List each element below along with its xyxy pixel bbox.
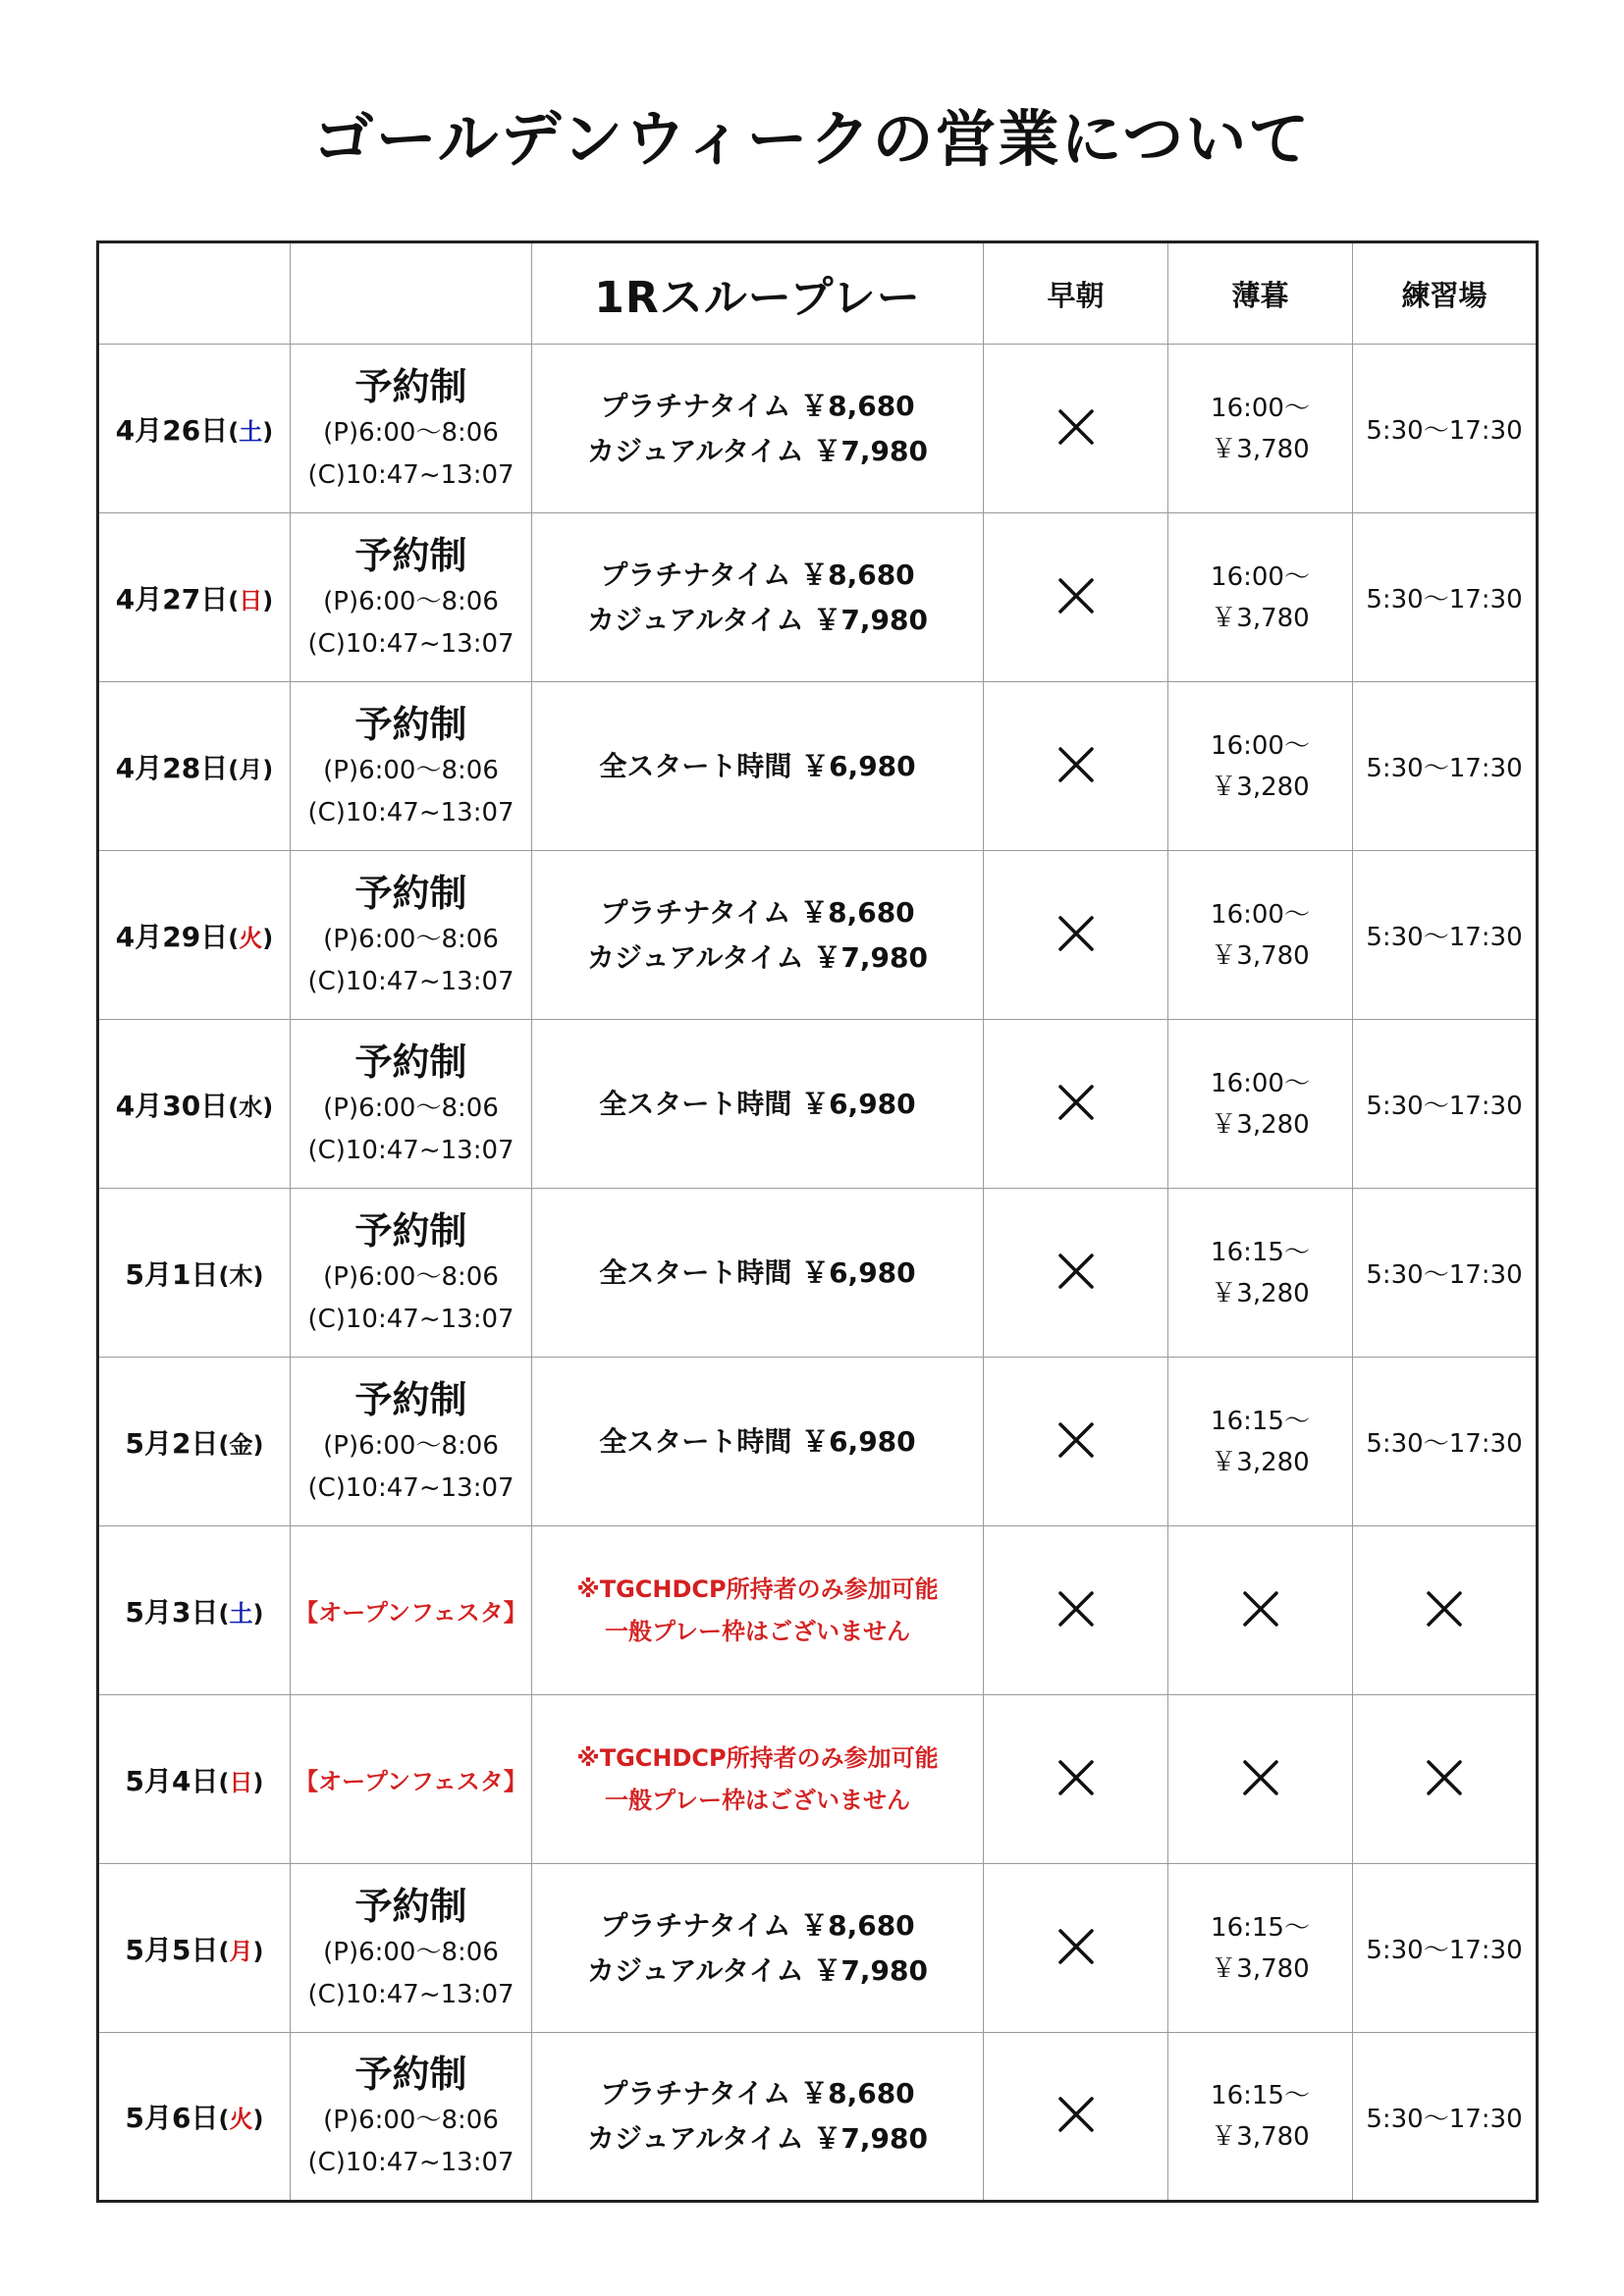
early-cell xyxy=(984,1189,1168,1358)
range-cell xyxy=(1353,345,1538,513)
price-cell xyxy=(532,1695,984,1864)
reservation-cell xyxy=(291,1526,532,1695)
weekday-label: 土 xyxy=(239,417,263,446)
weekday-close-paren: ) xyxy=(262,924,274,952)
cross-icon xyxy=(1425,1589,1464,1629)
reservation-label: 予約制 xyxy=(354,1884,467,1928)
header-date xyxy=(98,242,291,345)
price-cell xyxy=(532,345,984,513)
cross-icon xyxy=(1056,1252,1096,1291)
dusk-cell xyxy=(1168,1864,1353,2033)
range-cell xyxy=(1353,1358,1538,1526)
dusk-cell xyxy=(1168,513,1353,682)
range-hours: 5:30〜17:30 xyxy=(1366,1936,1523,1965)
table-row xyxy=(98,851,1538,1020)
early-cell xyxy=(984,1526,1168,1695)
handicap-note: ※TGCHDCP所持者のみ参加可能 xyxy=(576,1575,939,1603)
page-title: ゴールデンウィークの営業について xyxy=(312,103,1312,175)
date-text: 5月5日 xyxy=(125,1933,219,1966)
table-row xyxy=(98,1020,1538,1189)
dusk-price: ￥3,280 xyxy=(1211,1447,1310,1477)
reservation-time-p: (P)6:00〜8:06 xyxy=(323,1261,499,1292)
reservation-time-p: (P)6:00〜8:06 xyxy=(323,586,499,616)
date-cell xyxy=(98,851,291,1020)
weekday-open-paren: ( xyxy=(218,1768,230,1796)
price-cell xyxy=(532,1189,984,1358)
range-hours: 5:30〜17:30 xyxy=(1366,1260,1523,1290)
range-hours: 5:30〜17:30 xyxy=(1366,2104,1523,2134)
dusk-start-time: 16:00〜 xyxy=(1211,730,1310,761)
table-row xyxy=(98,1864,1538,2033)
price-line-2: カジュアルタイム ￥7,980 xyxy=(587,603,928,636)
range-cell xyxy=(1353,1864,1538,2033)
early-cell xyxy=(984,1358,1168,1526)
weekday-open-paren: ( xyxy=(228,924,240,952)
weekday-close-paren: ) xyxy=(262,1093,274,1121)
table-row xyxy=(98,345,1538,513)
reservation-cell xyxy=(291,851,532,1020)
range-cell xyxy=(1353,1695,1538,1864)
header-through-play: 1Rスループレー xyxy=(532,242,984,345)
dusk-price: ￥3,780 xyxy=(1211,2122,1310,2152)
cross-icon xyxy=(1056,407,1096,447)
table-row xyxy=(98,682,1538,851)
weekday-close-paren: ) xyxy=(262,417,274,446)
date-text: 4月28日 xyxy=(115,751,229,784)
price-line-1: プラチナタイム ￥8,680 xyxy=(600,1908,915,1942)
reservation-label: 予約制 xyxy=(354,1040,467,1084)
weekday-label: 火 xyxy=(229,2106,253,2133)
reservation-label: 予約制 xyxy=(354,2053,467,2096)
dusk-price: ￥3,780 xyxy=(1211,603,1310,633)
dusk-start-time: 16:00〜 xyxy=(1211,1068,1310,1098)
range-cell xyxy=(1353,851,1538,1020)
no-general-play-note: 一般プレー枠はございません xyxy=(604,1617,911,1645)
cross-icon xyxy=(1056,1758,1096,1797)
weekday-close-paren: ) xyxy=(252,1937,264,1965)
range-hours: 5:30〜17:30 xyxy=(1366,416,1523,446)
schedule-table xyxy=(96,240,1539,2203)
price-line-1: プラチナタイム ￥8,680 xyxy=(600,895,915,929)
dusk-cell xyxy=(1168,682,1353,851)
date-text: 4月26日 xyxy=(115,413,229,447)
price-line-2: カジュアルタイム ￥7,980 xyxy=(587,434,928,467)
dusk-cell xyxy=(1168,1358,1353,1526)
weekday-label: 木 xyxy=(229,1261,253,1290)
range-cell xyxy=(1353,1020,1538,1189)
cross-icon xyxy=(1425,1758,1464,1797)
reservation-cell xyxy=(291,1864,532,2033)
date-text: 4月29日 xyxy=(115,920,229,953)
early-cell xyxy=(984,682,1168,851)
reservation-time-p: (P)6:00〜8:06 xyxy=(323,1430,499,1461)
reservation-time-c: (C)10:47~13:07 xyxy=(307,1304,514,1334)
range-hours: 5:30〜17:30 xyxy=(1366,754,1523,783)
price-line-2: カジュアルタイム ￥7,980 xyxy=(587,940,928,974)
cross-icon xyxy=(1056,1420,1096,1460)
weekday-open-paren: ( xyxy=(218,1261,230,1290)
reservation-label: 予約制 xyxy=(354,871,467,915)
reservation-time-c: (C)10:47~13:07 xyxy=(307,966,514,996)
range-cell xyxy=(1353,682,1538,851)
reservation-cell xyxy=(291,1020,532,1189)
price-line-2: カジュアルタイム ￥7,980 xyxy=(587,1953,928,1987)
dusk-cell xyxy=(1168,1189,1353,1358)
dusk-price: ￥3,780 xyxy=(1211,434,1310,464)
dusk-cell xyxy=(1168,345,1353,513)
date-cell xyxy=(98,513,291,682)
price-cell xyxy=(532,2033,984,2202)
date-cell xyxy=(98,1358,291,1526)
date-text: 5月3日 xyxy=(125,1595,219,1629)
range-hours: 5:30〜17:30 xyxy=(1366,1429,1523,1459)
weekday-label: 火 xyxy=(239,924,263,952)
early-cell xyxy=(984,513,1168,682)
reservation-time-c: (C)10:47~13:07 xyxy=(307,459,514,490)
weekday-open-paren: ( xyxy=(228,755,240,783)
weekday-label: 土 xyxy=(229,1599,253,1628)
dusk-cell xyxy=(1168,1020,1353,1189)
cross-icon xyxy=(1056,1927,1096,1966)
reservation-time-c: (C)10:47~13:07 xyxy=(307,1472,514,1503)
early-cell xyxy=(984,2033,1168,2202)
date-cell xyxy=(98,1695,291,1864)
price-line-1: プラチナタイム ￥8,680 xyxy=(600,558,915,591)
dusk-price: ￥3,280 xyxy=(1211,772,1310,802)
date-text: 5月6日 xyxy=(125,2102,219,2134)
weekday-label: 日 xyxy=(239,586,263,614)
price-line-1: 全スタート時間 ￥6,980 xyxy=(599,1087,916,1120)
open-festa-label: 【オープンフェスタ】 xyxy=(295,1599,527,1627)
price-line-1: 全スタート時間 ￥6,980 xyxy=(599,1424,916,1458)
weekday-label: 金 xyxy=(229,1430,253,1459)
price-cell xyxy=(532,513,984,682)
date-text: 5月1日 xyxy=(125,1257,219,1291)
weekday-open-paren: ( xyxy=(228,1093,240,1121)
weekday-open-paren: ( xyxy=(218,1430,230,1459)
date-cell xyxy=(98,1864,291,2033)
cross-icon xyxy=(1056,1083,1096,1122)
price-line-1: 全スタート時間 ￥6,980 xyxy=(599,1255,916,1289)
reservation-label: 予約制 xyxy=(354,1377,467,1421)
price-line-1: プラチナタイム ￥8,680 xyxy=(600,2077,915,2109)
dusk-price: ￥3,780 xyxy=(1211,940,1310,971)
price-line-2: カジュアルタイム ￥7,980 xyxy=(587,2122,928,2155)
dusk-price: ￥3,780 xyxy=(1211,1953,1310,1984)
cross-icon xyxy=(1056,2095,1096,2134)
dusk-start-time: 16:00〜 xyxy=(1211,393,1310,423)
handicap-note: ※TGCHDCP所持者のみ参加可能 xyxy=(576,1743,939,1772)
cross-icon xyxy=(1241,1758,1280,1797)
price-cell xyxy=(532,1358,984,1526)
dusk-start-time: 16:15〜 xyxy=(1211,1912,1310,1943)
early-cell xyxy=(984,1864,1168,2033)
reservation-time-c: (C)10:47~13:07 xyxy=(307,628,514,659)
reservation-label: 予約制 xyxy=(354,533,467,577)
early-cell xyxy=(984,851,1168,1020)
weekday-open-paren: ( xyxy=(228,417,240,446)
dusk-start-time: 16:00〜 xyxy=(1211,561,1310,592)
dusk-cell xyxy=(1168,1695,1353,1864)
weekday-close-paren: ) xyxy=(262,586,274,614)
weekday-label: 月 xyxy=(229,1937,253,1965)
header-reservation xyxy=(291,242,532,345)
reservation-label: 予約制 xyxy=(354,702,467,746)
table-row xyxy=(98,1695,1538,1864)
header-dusk: 薄暮 xyxy=(1168,242,1353,345)
table-row xyxy=(98,1526,1538,1695)
dusk-cell xyxy=(1168,851,1353,1020)
price-line-1: プラチナタイム ￥8,680 xyxy=(600,389,915,422)
range-cell xyxy=(1353,2033,1538,2202)
reservation-time-c: (C)10:47~13:07 xyxy=(307,1979,514,2009)
dusk-price: ￥3,280 xyxy=(1211,1109,1310,1140)
date-text: 5月2日 xyxy=(125,1426,219,1460)
weekday-close-paren: ) xyxy=(252,2106,264,2133)
header-row xyxy=(98,242,1538,345)
reservation-time-c: (C)10:47~13:07 xyxy=(307,1135,514,1165)
date-cell xyxy=(98,345,291,513)
reservation-time-p: (P)6:00〜8:06 xyxy=(323,755,499,785)
cross-icon xyxy=(1056,745,1096,784)
price-cell xyxy=(532,1020,984,1189)
cross-icon xyxy=(1056,914,1096,953)
price-cell xyxy=(532,1526,984,1695)
range-cell xyxy=(1353,1189,1538,1358)
reservation-time-p: (P)6:00〜8:06 xyxy=(323,924,499,954)
date-text: 4月30日 xyxy=(115,1089,229,1122)
date-cell xyxy=(98,1189,291,1358)
reservation-time-p: (P)6:00〜8:06 xyxy=(323,417,499,448)
cross-icon xyxy=(1241,1589,1280,1629)
dusk-start-time: 16:15〜 xyxy=(1211,2081,1310,2110)
cross-icon xyxy=(1056,1589,1096,1629)
weekday-open-paren: ( xyxy=(228,586,240,614)
range-hours: 5:30〜17:30 xyxy=(1366,923,1523,952)
weekday-label: 日 xyxy=(229,1768,253,1796)
reservation-cell xyxy=(291,345,532,513)
date-cell xyxy=(98,682,291,851)
table-row xyxy=(98,1358,1538,1526)
header-range: 練習場 xyxy=(1353,242,1538,345)
reservation-cell xyxy=(291,513,532,682)
reservation-cell xyxy=(291,1189,532,1358)
price-cell xyxy=(532,682,984,851)
reservation-time-c: (C)10:47~13:07 xyxy=(307,2148,514,2177)
cross-icon xyxy=(1056,576,1096,615)
range-cell xyxy=(1353,1526,1538,1695)
weekday-label: 水 xyxy=(239,1093,263,1121)
table-row xyxy=(98,2033,1538,2202)
dusk-cell xyxy=(1168,1526,1353,1695)
weekday-close-paren: ) xyxy=(252,1430,264,1459)
dusk-price: ￥3,280 xyxy=(1211,1278,1310,1308)
reservation-cell xyxy=(291,682,532,851)
reservation-time-p: (P)6:00〜8:06 xyxy=(323,1093,499,1123)
reservation-cell xyxy=(291,1695,532,1864)
open-festa-label: 【オープンフェスタ】 xyxy=(295,1768,527,1795)
date-text: 5月4日 xyxy=(125,1764,219,1797)
table-row xyxy=(98,1189,1538,1358)
range-hours: 5:30〜17:30 xyxy=(1366,585,1523,614)
date-text: 4月27日 xyxy=(115,582,229,615)
no-general-play-note: 一般プレー枠はございません xyxy=(604,1786,911,1814)
date-cell xyxy=(98,2033,291,2202)
range-hours: 5:30〜17:30 xyxy=(1366,1092,1523,1121)
reservation-label: 予約制 xyxy=(354,1208,467,1253)
table-row xyxy=(98,513,1538,682)
weekday-close-paren: ) xyxy=(252,1261,264,1290)
header-early: 早朝 xyxy=(984,242,1168,345)
weekday-open-paren: ( xyxy=(218,2106,230,2133)
reservation-time-p: (P)6:00〜8:06 xyxy=(323,1937,499,1967)
early-cell xyxy=(984,1695,1168,1864)
weekday-close-paren: ) xyxy=(252,1599,264,1628)
price-cell xyxy=(532,851,984,1020)
reservation-time-p: (P)6:00〜8:06 xyxy=(323,2106,499,2135)
price-line-1: 全スタート時間 ￥6,980 xyxy=(599,749,916,782)
dusk-start-time: 16:15〜 xyxy=(1211,1406,1310,1436)
weekday-label: 月 xyxy=(239,755,263,783)
date-cell xyxy=(98,1020,291,1189)
early-cell xyxy=(984,1020,1168,1189)
dusk-start-time: 16:00〜 xyxy=(1211,899,1310,930)
weekday-close-paren: ) xyxy=(262,755,274,783)
reservation-label: 予約制 xyxy=(354,364,467,408)
date-cell xyxy=(98,1526,291,1695)
reservation-cell xyxy=(291,2033,532,2202)
weekday-open-paren: ( xyxy=(218,1937,230,1965)
weekday-open-paren: ( xyxy=(218,1599,230,1628)
reservation-time-c: (C)10:47~13:07 xyxy=(307,797,514,828)
price-cell xyxy=(532,1864,984,2033)
weekday-close-paren: ) xyxy=(252,1768,264,1796)
reservation-cell xyxy=(291,1358,532,1526)
dusk-cell xyxy=(1168,2033,1353,2202)
range-cell xyxy=(1353,513,1538,682)
early-cell xyxy=(984,345,1168,513)
dusk-start-time: 16:15〜 xyxy=(1211,1237,1310,1267)
